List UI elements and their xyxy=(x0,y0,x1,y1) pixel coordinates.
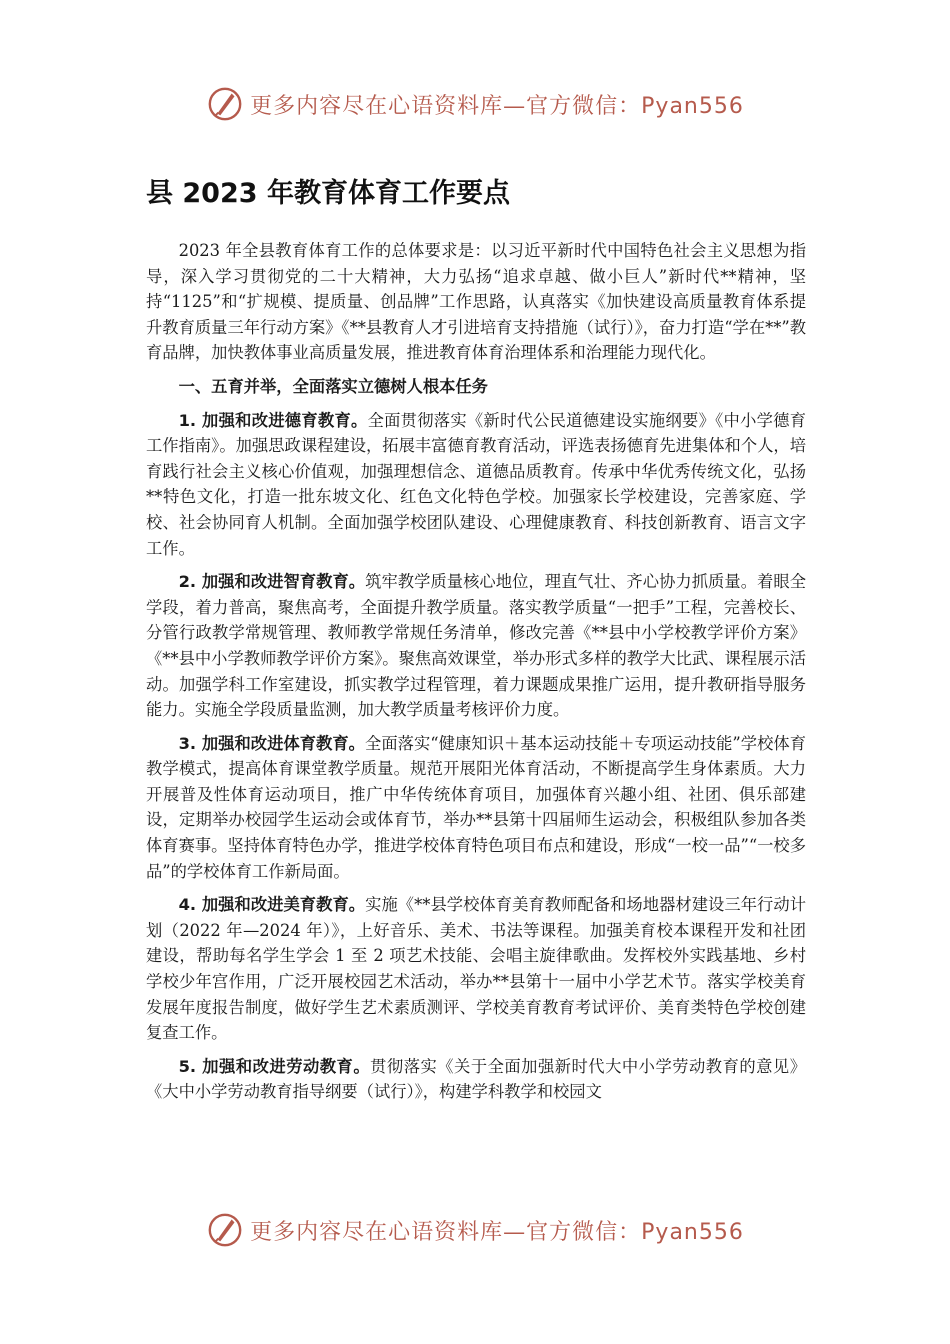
section-heading: 一、五育并举，全面落实立德树人根本任务 xyxy=(178,376,488,396)
wechat-id: Pyan556 xyxy=(641,93,744,119)
header-watermark-banner xyxy=(0,84,950,124)
quill-seal-icon xyxy=(206,1211,244,1249)
item-text: 全面贯彻落实《新时代公民道德建设实施纲要》《中小学德育工作指南》。加强思政课程建设，拓展丰富德育教育活动，评选表扬德育先进集体和个人，培育践行社会主义核心价值观，加强理想信念、道德品质教育。传承中华优秀传统文化，弘扬**特色文化，打造一批东坡文化、红色文化特色学校。加强家长学校建设，完善家庭、学校、社会协同育人机制。全面加强学校团队建设、心理健康教育、科技创新教育、语言文字工作。 xyxy=(146,410,807,558)
item-lead: 3. 加强和改进体育教育。 xyxy=(178,733,366,753)
quill-seal-icon xyxy=(206,85,244,123)
item-lead: 2. 加强和改进智育教育。 xyxy=(178,572,366,592)
item-text: 全面落实“健康知识＋基本运动技能＋专项运动技能”学校体育教学模式，提高体育课堂教学质量。规范开展阳光体育活动，不断提高学生身体素质。大力开展普及性体育运动项目，推广中华传统体育项目，加强体育兴趣小组、社团、俱乐部建设，定期举办校园学生运动会或体育节，举办**县第十四届师生运动会，积极组队参加各类体育赛事。坚持体育特色办学，推进学校体育特色项目布点和建设，形成“一校一品”“一校多品”的学校体育工作新局面。 xyxy=(146,733,806,881)
watermark-text: 更多内容尽在心语资料库—官方微信：Pyan556 xyxy=(250,93,744,119)
item-text: 实施《**县学校体育美育教师配备和场地器材建设三年行动计划（2022 年—2024 年）》，上好音乐、美术、书法等课程。加强美育校本课程开发和社团建设，帮助每名学生学会 1 至 2 项艺术技能、会唱主旋律歌曲。发挥校外实践基地、乡村学校少年宫作用，广泛开展校园艺术活动，举办**县第十一届中小学艺术节。落实学校美育发展年度报告制度，做好学生艺术素质测评、学校美育教育考试评价、美育类特色学校创建复查工作。 xyxy=(146,895,806,1043)
item-text: 贯彻落实《关于全面加强新时代大中小学劳动教育的意见》《大中小学劳动教育指导纲要（试行）》，构建学科教学和校园文 xyxy=(146,1056,806,1102)
list-item xyxy=(146,1054,806,1105)
document-body xyxy=(146,172,806,1105)
document-title: 县 2023 年教育体育工作要点 xyxy=(146,178,510,209)
item-text: 筑牢教学质量核心地位，理直气壮、齐心协力抓质量。着眼全学段，着力普高，聚焦高考，全面提升教学质量。落实教学质量“一把手”工程，完善校长、分管行政教学常规管理、教师教学常规任务清单，修改完善《**县中小学校教学评价方案》《**县中小学教师教学评价方案》。聚焦高效课堂，举办形式多样的教学大比武、课程展示活动。加强学科工作室建设，抓实教学过程管理，着力课题成果推广运用，提升教研指导服务能力。实施全学段质量监测，加大教学质量考核评价力度。 xyxy=(146,572,806,720)
list-item xyxy=(146,408,806,562)
item-lead: 1. 加强和改进德育教育。 xyxy=(178,410,368,430)
wechat-id: Pyan556 xyxy=(641,1219,744,1245)
item-lead: 4. 加强和改进美育教育。 xyxy=(178,895,366,915)
item-lead: 5. 加强和改进劳动教育。 xyxy=(178,1056,371,1076)
footer-watermark-banner xyxy=(0,1210,950,1250)
list-item xyxy=(146,569,806,723)
intro-paragraph: 2023 年全县教育体育工作的总体要求是：以习近平新时代中国特色社会主义思想为指导，深入学习贯彻党的二十大精神，大力弘扬“追求卓越、做小巨人”新时代**精神，坚持“1125”和“扩规模、提质量、创品牌”工作思路，认真落实《加快建设高质量教育体系提升教育质量三年行动方案》《**县教育人才引进培育支持措施（试行）》，奋力打造“学在**”教育品牌，加快教体事业高质量发展，推进教育体育治理体系和治理能力现代化。 xyxy=(146,241,806,363)
list-item xyxy=(146,892,806,1046)
list-item xyxy=(146,731,806,885)
watermark-text: 更多内容尽在心语资料库—官方微信：Pyan556 xyxy=(250,1219,744,1245)
